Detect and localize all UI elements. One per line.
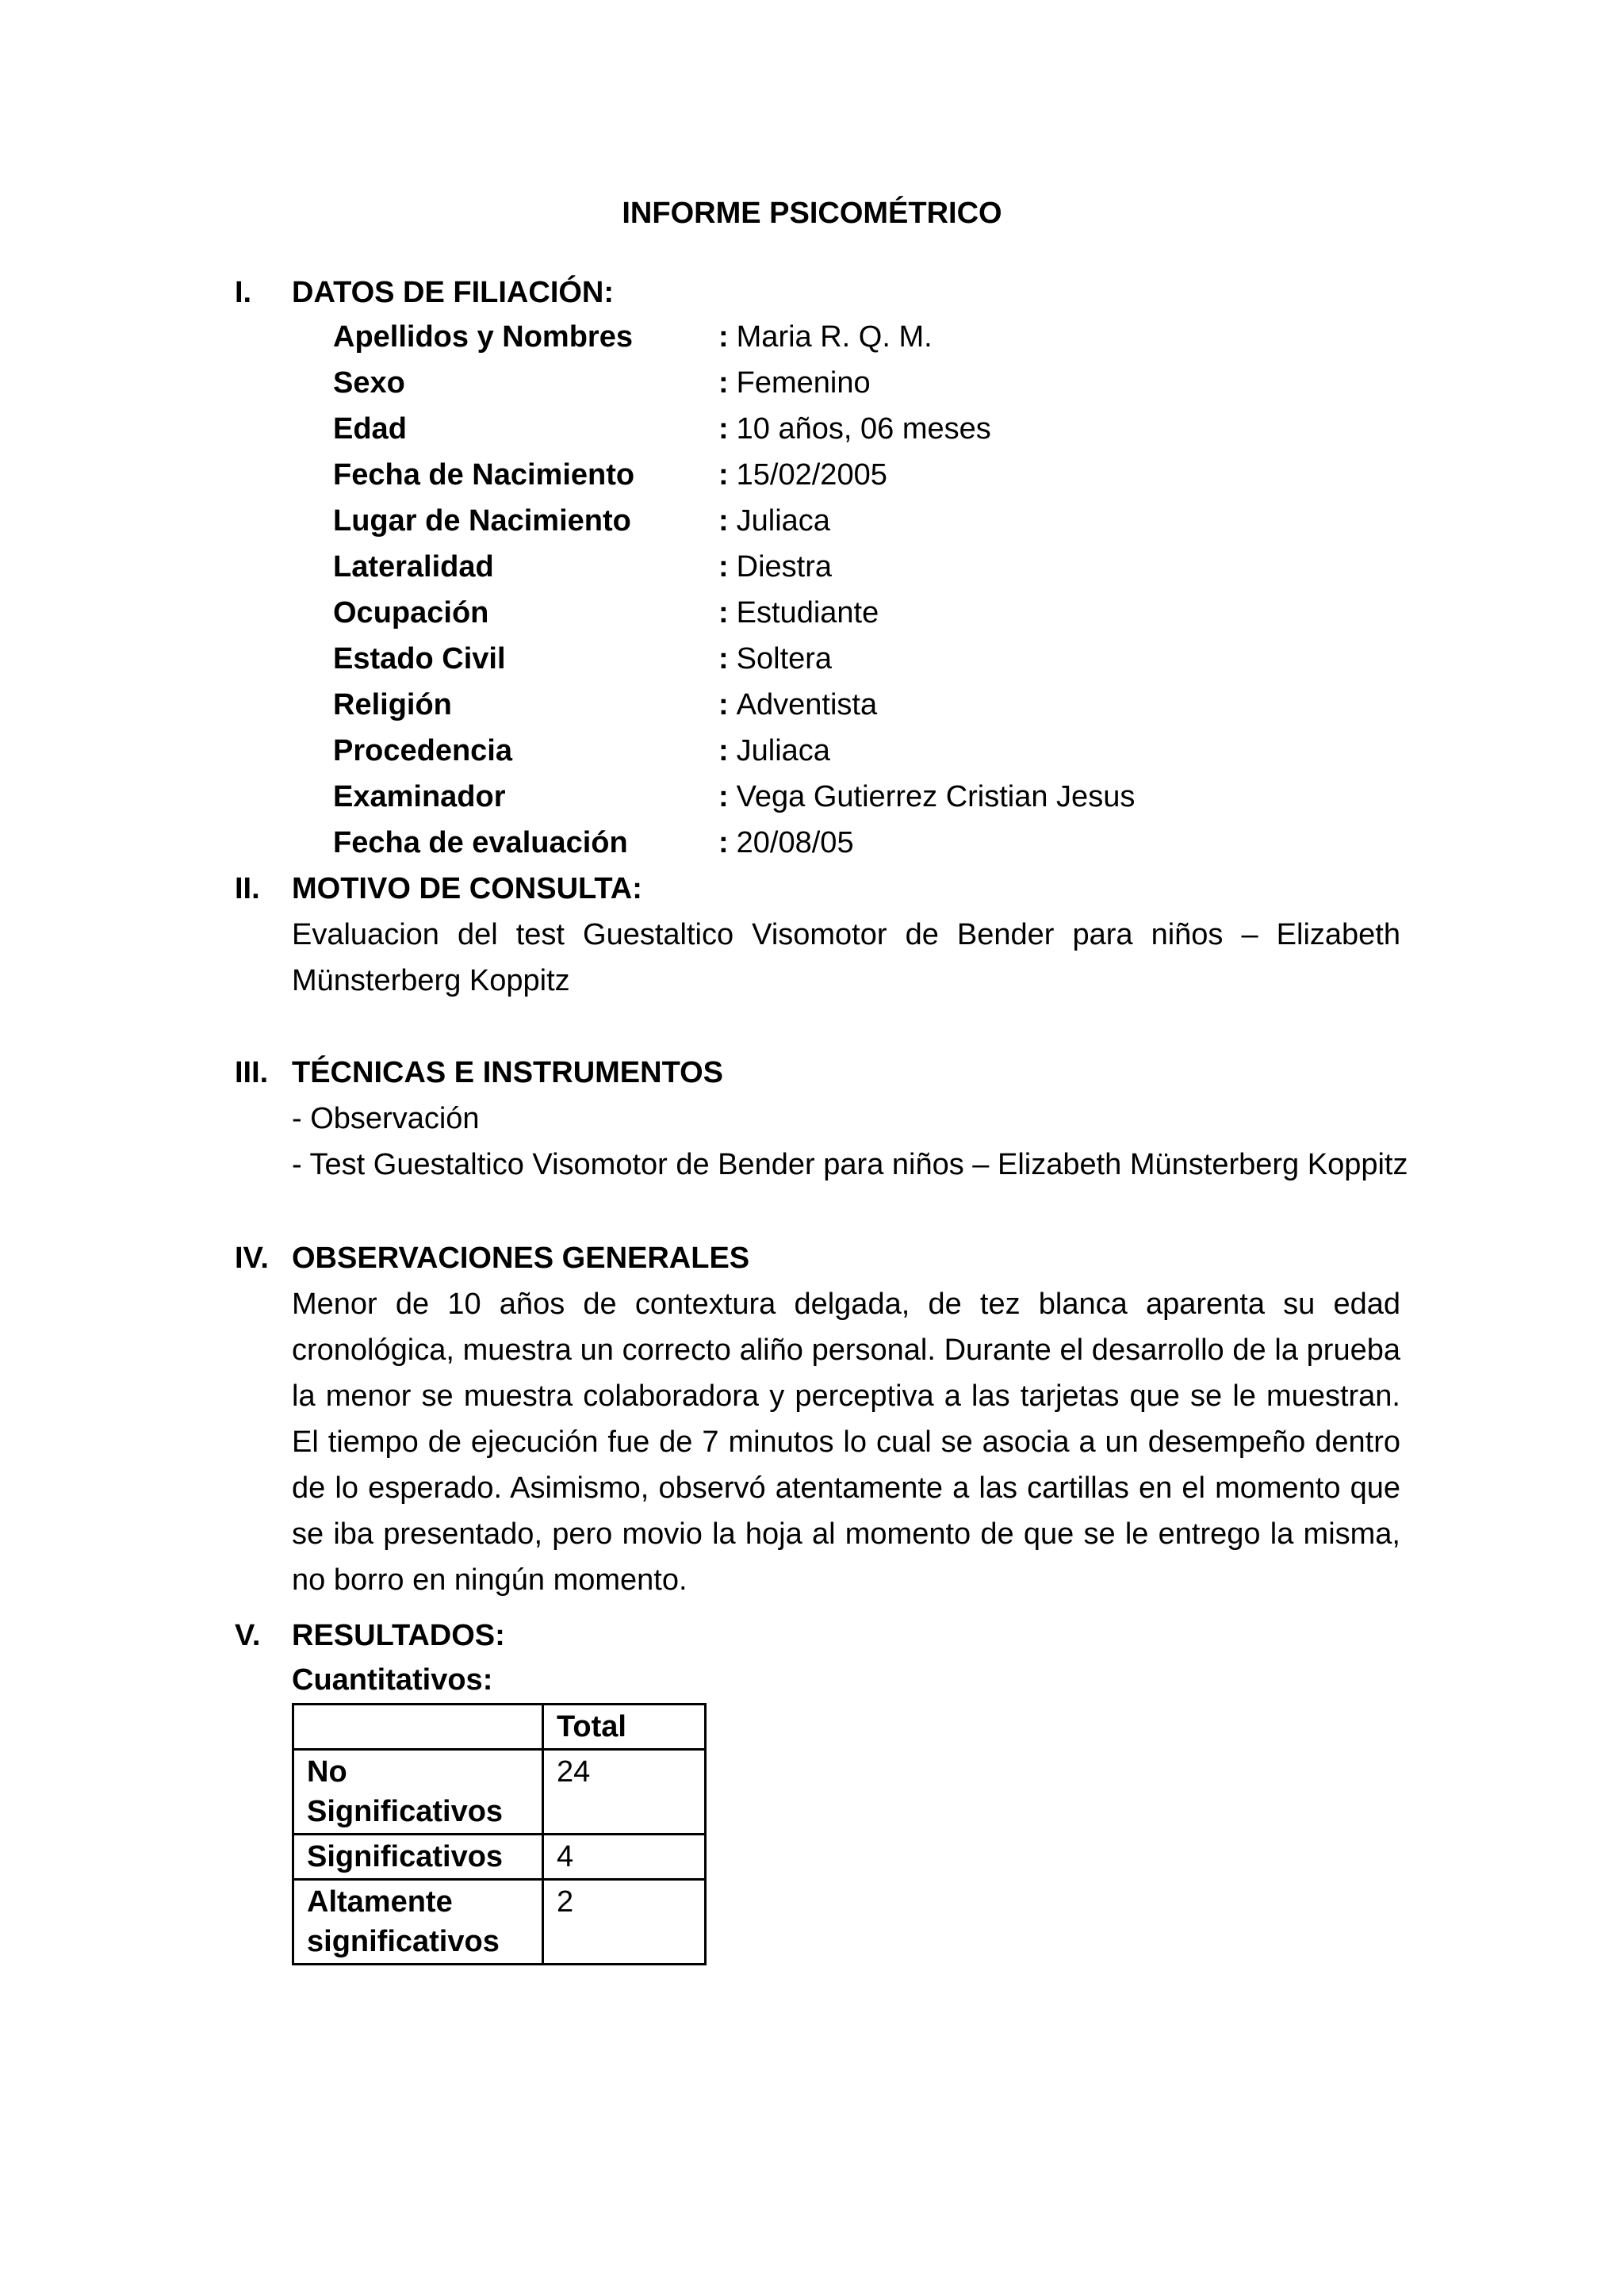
field-label: Lateralidad xyxy=(333,550,494,584)
field-value: : Soltera xyxy=(718,642,833,675)
field-value: : Vega Gutierrez Cristian Jesus xyxy=(718,780,1136,813)
table-row xyxy=(293,1705,706,1750)
field-label: Fecha de Nacimiento xyxy=(333,458,635,492)
motivo-paragraph: Evaluacion del test Guestaltico Visomotor de Bender para niños – Elizabeth Münsterberg Koppitz xyxy=(292,918,1400,997)
field-label: Religión xyxy=(333,688,452,721)
observaciones-paragraph: Menor de 10 años de contextura delgada, de tez blanca aparenta su edad cronológica, muestra un correcto aliño personal. Durante el desarrollo de la prueba la menor se muestra colaboradora y perceptiva a las tarjetas que se le muestran. El tiempo de ejecución fue de 7 minutos lo cual se asocia a un desempeño dentro de lo esperado. Asimismo, observó atentamente a las cartillas en el momento que se iba presentado, pero movio la hoja al momento de que se le entrego la misma, no borro en ningún momento. xyxy=(292,1288,1400,1597)
field-value: : Femenino xyxy=(718,366,871,400)
field-label: Lugar de Nacimiento xyxy=(333,504,631,538)
section-5-heading: RESULTADOS: xyxy=(292,1619,505,1652)
field-value: : 10 años, 06 meses xyxy=(718,412,991,446)
section-1-heading: DATOS DE FILIACIÓN: xyxy=(292,276,615,309)
section-2-heading: MOTIVO DE CONSULTA: xyxy=(292,872,642,905)
section-1-number: I. xyxy=(235,276,252,309)
section-4-number: IV. xyxy=(235,1242,269,1275)
field-label: Sexo xyxy=(333,366,405,400)
row-value: 24 xyxy=(543,1750,706,1835)
field-label: Apellidos y Nombres xyxy=(333,320,633,354)
row-label: Altamente significativos xyxy=(293,1880,543,1965)
section-5-number: V. xyxy=(235,1619,261,1652)
section-3-heading: TÉCNICAS E INSTRUMENTOS xyxy=(292,1056,724,1089)
field-value: : Juliaca xyxy=(718,734,830,767)
report-title: INFORME PSICOMÉTRICO xyxy=(622,197,1002,230)
table-row xyxy=(293,1880,706,1965)
field-value: : 20/08/05 xyxy=(718,826,854,859)
field-label: Estado Civil xyxy=(333,642,506,675)
cuantitativos-subheading: Cuantitativos: xyxy=(292,1663,493,1697)
field-value: : Maria R. Q. M. xyxy=(718,320,933,354)
field-value: : Adventista xyxy=(718,688,878,721)
field-value: : Diestra xyxy=(718,550,833,584)
row-label: Significativos xyxy=(293,1835,543,1880)
table-header-empty-cell xyxy=(293,1705,543,1750)
field-value: : Juliaca xyxy=(718,504,830,538)
table-header-total: Total xyxy=(543,1705,706,1750)
tecnica-item: - Observación xyxy=(292,1102,480,1135)
tecnica-item: - Test Guestaltico Visomotor de Bender para niños – Elizabeth Münsterberg Koppitz xyxy=(292,1148,1408,1181)
field-value: : Estudiante xyxy=(718,596,879,629)
row-value: 2 xyxy=(543,1880,706,1965)
section-4-heading: OBSERVACIONES GENERALES xyxy=(292,1242,750,1275)
row-value: 4 xyxy=(543,1835,706,1880)
section-2-number: II. xyxy=(235,872,260,905)
row-label: No Significativos xyxy=(293,1750,543,1835)
results-table xyxy=(292,1703,707,1965)
field-label: Edad xyxy=(333,412,407,446)
field-label: Fecha de evaluación xyxy=(333,826,628,859)
table-row xyxy=(293,1835,706,1880)
table-row xyxy=(293,1750,706,1835)
section-3-number: III. xyxy=(235,1056,269,1089)
field-value: : 15/02/2005 xyxy=(718,458,887,492)
field-label: Examinador xyxy=(333,780,506,813)
field-label: Procedencia xyxy=(333,734,512,767)
field-label: Ocupación xyxy=(333,596,489,629)
